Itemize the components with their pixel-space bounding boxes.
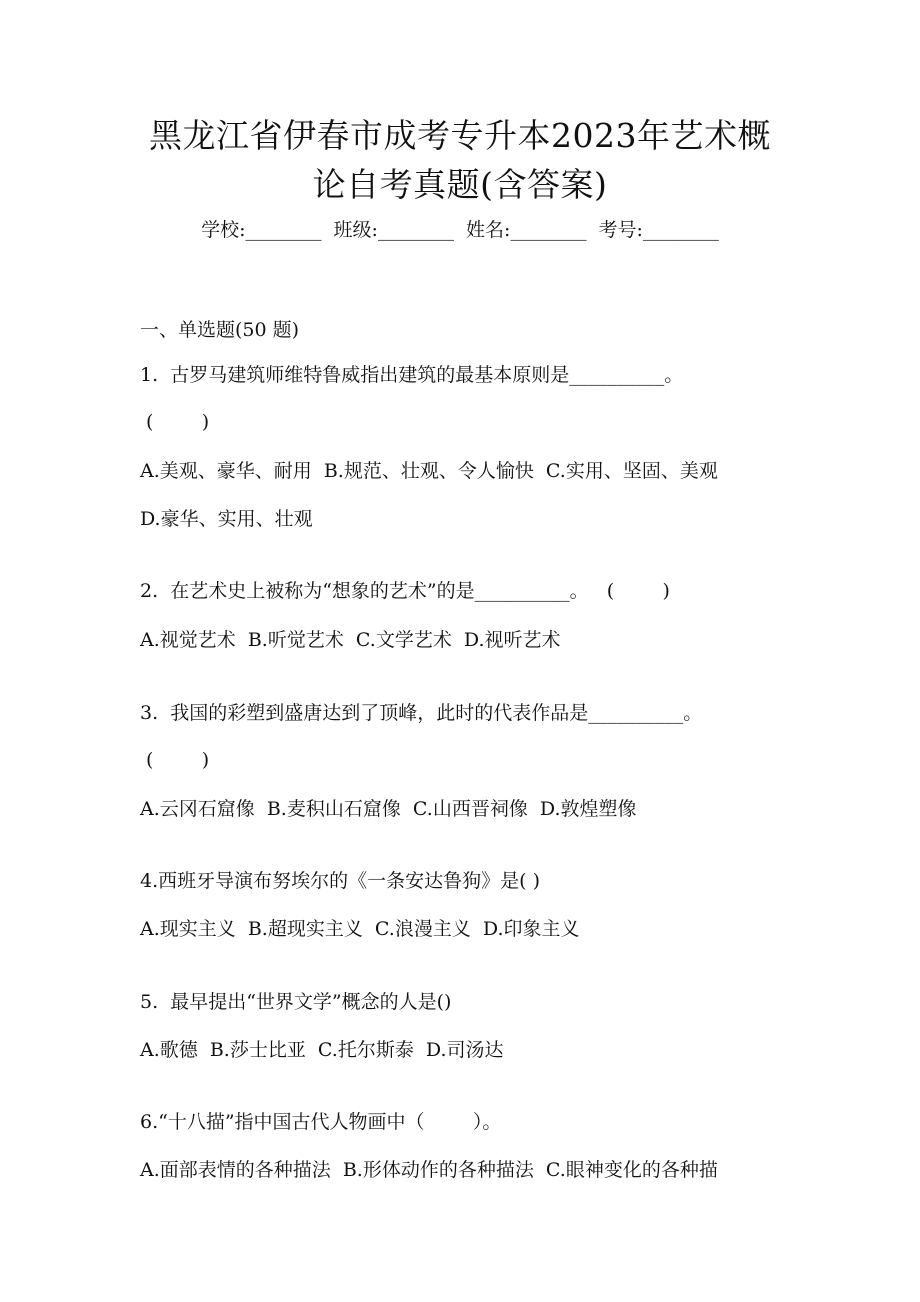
- question-4-options: A.现实主义 B.超现实主义 C.浪漫主义 D.印象主义: [140, 918, 580, 940]
- question-2-stem: 2. 在艺术史上被称为“想象的艺术”的是__________。 ( ): [140, 580, 670, 602]
- student-info-line: 学校:________ 班级:________ 姓名:________ 考号:________: [201, 219, 719, 241]
- document-title-line-2: 论自考真题(含答案): [312, 165, 608, 204]
- question-1-options: A.美观、豪华、耐用 B.规范、壮观、令人愉快 C.实用、坚固、美观: [140, 460, 718, 482]
- question-5-stem: 5. 最早提出“世界文学”概念的人是(): [140, 991, 452, 1013]
- question-1-stem: 1. 古罗马建筑师维特鲁威指出建筑的最基本原则是__________。: [140, 364, 684, 386]
- question-6-options: A.面部表情的各种描法 B.形体动作的各种描法 C.眼神变化的各种描: [140, 1159, 718, 1181]
- question-5-options: A.歌德 B.莎士比亚 C.托尔斯泰 D.司汤达: [140, 1039, 504, 1061]
- section-heading: 一、单选题(50 题): [140, 319, 300, 341]
- question-3-stem-cont: ( ): [140, 749, 210, 771]
- question-6-stem: 6.“十八描”指中国古代人物画中（ ）。: [140, 1111, 502, 1133]
- question-4-stem: 4.西班牙导演布努埃尔的《一条安达鲁狗》是( ): [140, 870, 540, 892]
- question-1-stem-cont: ( ): [140, 411, 210, 433]
- question-1-options-cont: D.豪华、实用、壮观: [140, 508, 313, 530]
- question-3-stem: 3. 我国的彩塑到盛唐达到了顶峰，此时的代表作品是__________。: [140, 702, 703, 724]
- document-title-line-1: 黑龙江省伊春市成考专升本2023年艺术概: [149, 116, 771, 155]
- question-3-options: A.云冈石窟像 B.麦积山石窟像 C.山西晋祠像 D.敦煌塑像: [140, 798, 637, 820]
- question-2-options: A.视觉艺术 B.听觉艺术 C.文学艺术 D.视听艺术: [140, 629, 561, 651]
